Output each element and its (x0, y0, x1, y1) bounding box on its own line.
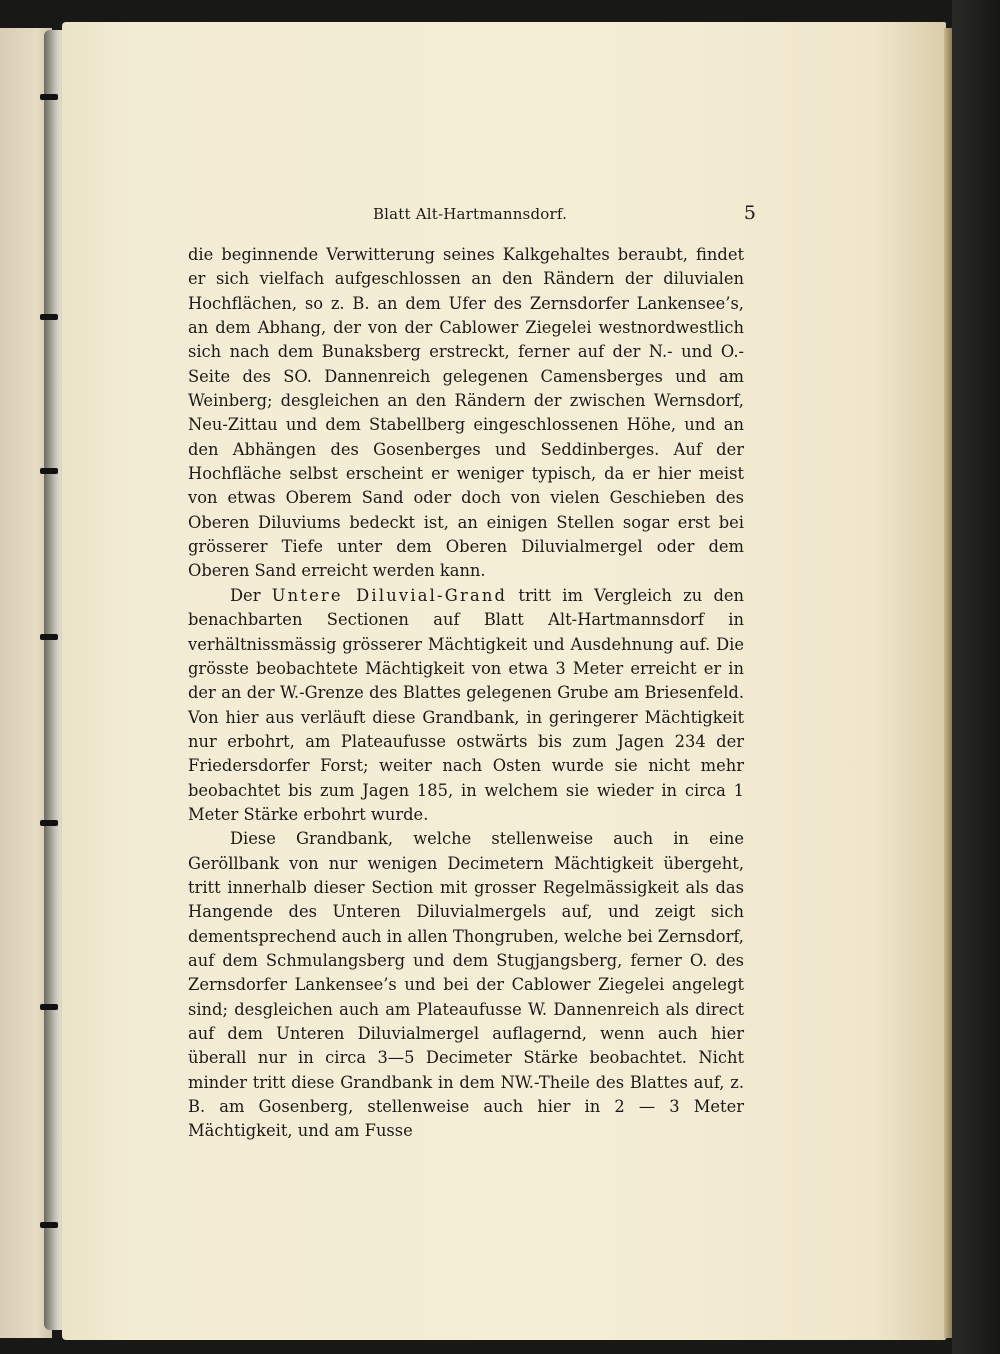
page-number: 5 (743, 202, 756, 224)
binding-stitch (40, 1222, 58, 1228)
binding-stitch (40, 820, 58, 826)
paragraph-lead: Der (230, 585, 261, 605)
body-text (188, 243, 744, 1144)
binding-stitch (40, 94, 58, 100)
page-edge (944, 28, 952, 1338)
page-header (184, 202, 756, 226)
binding-stitch (40, 468, 58, 474)
paragraph (188, 584, 744, 827)
binding-stitch (40, 634, 58, 640)
paragraph: die beginnende Verwitterung seines Kalkgehaltes beraubt, findet er sich vielfach aufgeschlossen an den Rändern der diluvialen Hochflächen, so z. B. an dem Ufer des Zernsdorfer Lankensee’s, an dem Abhang, der von der Cablower Ziegelei westnordwestlich sich nach dem Bunaksberg erstreckt, ferner auf der N.- und O.-Seite des SO. Dannenreich gelegenen Camensberges und am Weinberg; desgleichen an den Rändern der zwischen Wernsdorf, Neu-Zittau und dem Stabellberg eingeschlossenen Höhe, und an den Abhängen des Gosenberges und Seddinberges. Auf der Hochfläche selbst erscheint er weniger typisch, da er hier meist von etwas Oberem Sand oder doch von vielen Geschieben des Oberen Diluviums bedeckt ist, an einigen Stellen sogar erst bei grösserer Tiefe unter dem Oberen Diluvialmergel oder dem Oberen Sand erreicht werden kann. (188, 245, 744, 581)
spaced-term: Untere Diluvial-Grand (271, 585, 508, 605)
paragraph-text: tritt im Vergleich zu den benachbarten Sectionen auf Blatt Alt-Hartmannsdorf in verhältnissmässig grösserer Mächtigkeit und Ausdehnung auf. Die grösste beobachtete Mächtigkeit von etwa 3 Meter erreicht er in der an der W.-Grenze des Blattes gelegenen Grube am Briesenfeld. Von hier aus verläuft diese Grandbank, in geringerer Mächtigkeit nur erbohrt, am Plateaufusse ostwärts bis zum Jagen 234 der Friedersdorfer Forst; weiter nach Osten wurde sie nicht mehr beobachtet bis zum Jagen 185, in welchem sie wieder in circa 1 Meter Stärke erbohrt wurde. (188, 585, 744, 824)
binding-stitch (40, 1004, 58, 1010)
running-title: Blatt Alt-Hartmannsdorf. (372, 205, 568, 223)
book-cover (952, 0, 1000, 1354)
paragraph: Diese Grandbank, welche stellenweise auch in eine Geröllbank von nur wenigen Decimetern Mächtigkeit übergeht, tritt innerhalb dieser Section mit grosser Regelmässigkeit als das Hangende des Unteren Diluvialmergels auf, und zeigt sich dementsprechend auch in allen Thongruben, welche bei Zernsdorf, auf dem Schmulangsberg und dem Stugjangsberg, ferner O. des Zernsdorfer Lankensee’s und bei der Cablower Ziegelei angelegt sind; desgleichen auch am Plateaufusse W. Dannenreich als direct auf dem Unteren Diluvialmergel auflagernd, wenn auch hier überall nur in circa 3—5 Decimeter Stärke beobachtet. Nicht minder tritt diese Grandbank in dem NW.-Theile des Blattes auf, z. B. am Gosenberg, stellenweise auch hier in 2 — 3 Meter Mächtigkeit, und am Fusse (188, 829, 744, 1141)
binding-stitch (40, 314, 58, 320)
